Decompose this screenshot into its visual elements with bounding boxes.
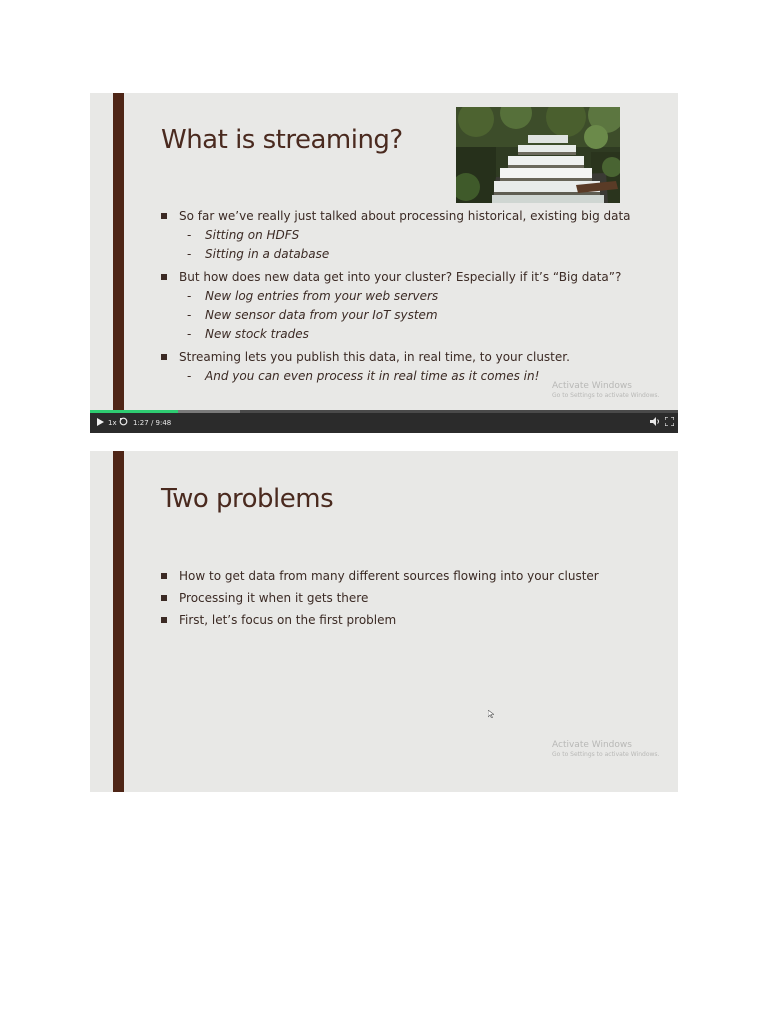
bullet-text: So far we’ve really just talked about processing historical, existing big data bbox=[179, 209, 631, 223]
slide-accent-bar bbox=[113, 93, 124, 411]
video-player-controls bbox=[90, 410, 678, 433]
bullet-item bbox=[161, 589, 668, 607]
replay-icon[interactable] bbox=[119, 417, 128, 429]
dash-bullet-icon: - bbox=[187, 289, 192, 303]
progress-track[interactable] bbox=[90, 410, 678, 413]
sub-bullet-item bbox=[179, 226, 668, 245]
slide-bullet-list bbox=[161, 567, 668, 633]
slide-what-is-streaming bbox=[90, 93, 678, 411]
square-bullet-icon bbox=[161, 595, 167, 601]
sub-bullet-item bbox=[179, 325, 668, 344]
progress-fill bbox=[90, 410, 178, 413]
sub-bullet-text: New log entries from your web servers bbox=[205, 289, 439, 303]
bullet-text: Processing it when it gets there bbox=[179, 591, 369, 605]
dash-bullet-icon: - bbox=[187, 228, 192, 242]
watermark-title: Activate Windows bbox=[552, 381, 632, 391]
activate-windows-watermark bbox=[552, 740, 659, 759]
square-bullet-icon bbox=[161, 354, 167, 360]
dash-bullet-icon: - bbox=[187, 247, 192, 261]
bullet-item bbox=[161, 268, 668, 344]
watermark-title: Activate Windows bbox=[552, 740, 632, 750]
dash-bullet-icon: - bbox=[187, 308, 192, 322]
sub-bullet-text: Sitting on HDFS bbox=[205, 228, 300, 242]
bullet-text: How to get data from many different sources flowing into your cluster bbox=[179, 569, 599, 583]
sub-bullet-text: And you can even process it in real time as it comes in! bbox=[205, 369, 540, 383]
sub-bullet-text: New sensor data from your IoT system bbox=[205, 308, 438, 322]
bullet-text: But how does new data get into your cluster? Especially if it’s “Big data”? bbox=[179, 270, 622, 284]
sub-bullet-text: Sitting in a database bbox=[205, 247, 330, 261]
slide-bullet-list bbox=[161, 207, 668, 390]
slide-accent-bar bbox=[113, 451, 124, 792]
square-bullet-icon bbox=[161, 213, 167, 219]
square-bullet-icon bbox=[161, 617, 167, 623]
play-icon[interactable] bbox=[97, 418, 104, 429]
fullscreen-icon[interactable] bbox=[665, 417, 674, 429]
slide-title: What is streaming? bbox=[161, 125, 403, 155]
slide-two-problems bbox=[90, 451, 678, 792]
activate-windows-watermark bbox=[552, 381, 659, 400]
dash-bullet-icon: - bbox=[187, 327, 192, 341]
bullet-item bbox=[161, 611, 668, 629]
sub-bullet-text: New stock trades bbox=[205, 327, 309, 341]
playback-speed[interactable]: 1x bbox=[108, 419, 117, 427]
square-bullet-icon bbox=[161, 573, 167, 579]
bullet-text: First, let’s focus on the first problem bbox=[179, 613, 397, 627]
bullet-text: Streaming lets you publish this data, in real time, to your cluster. bbox=[179, 350, 570, 364]
volume-icon[interactable] bbox=[650, 417, 660, 429]
mouse-cursor-icon bbox=[488, 703, 494, 711]
bullet-item bbox=[161, 567, 668, 585]
watermark-subtitle: Go to Settings to activate Windows. bbox=[552, 751, 660, 758]
sub-bullet-list bbox=[179, 226, 668, 264]
waterfall-photo bbox=[456, 107, 620, 203]
sub-bullet-list bbox=[179, 287, 668, 344]
bullet-item bbox=[161, 207, 668, 264]
time-display: 1:27 / 9:48 bbox=[133, 419, 172, 427]
sub-bullet-item bbox=[179, 306, 668, 325]
square-bullet-icon bbox=[161, 274, 167, 280]
sub-bullet-item bbox=[179, 287, 668, 306]
sub-bullet-item bbox=[179, 245, 668, 264]
watermark-subtitle: Go to Settings to activate Windows. bbox=[552, 392, 660, 399]
dash-bullet-icon: - bbox=[187, 369, 192, 383]
slide-title: Two problems bbox=[161, 484, 334, 514]
